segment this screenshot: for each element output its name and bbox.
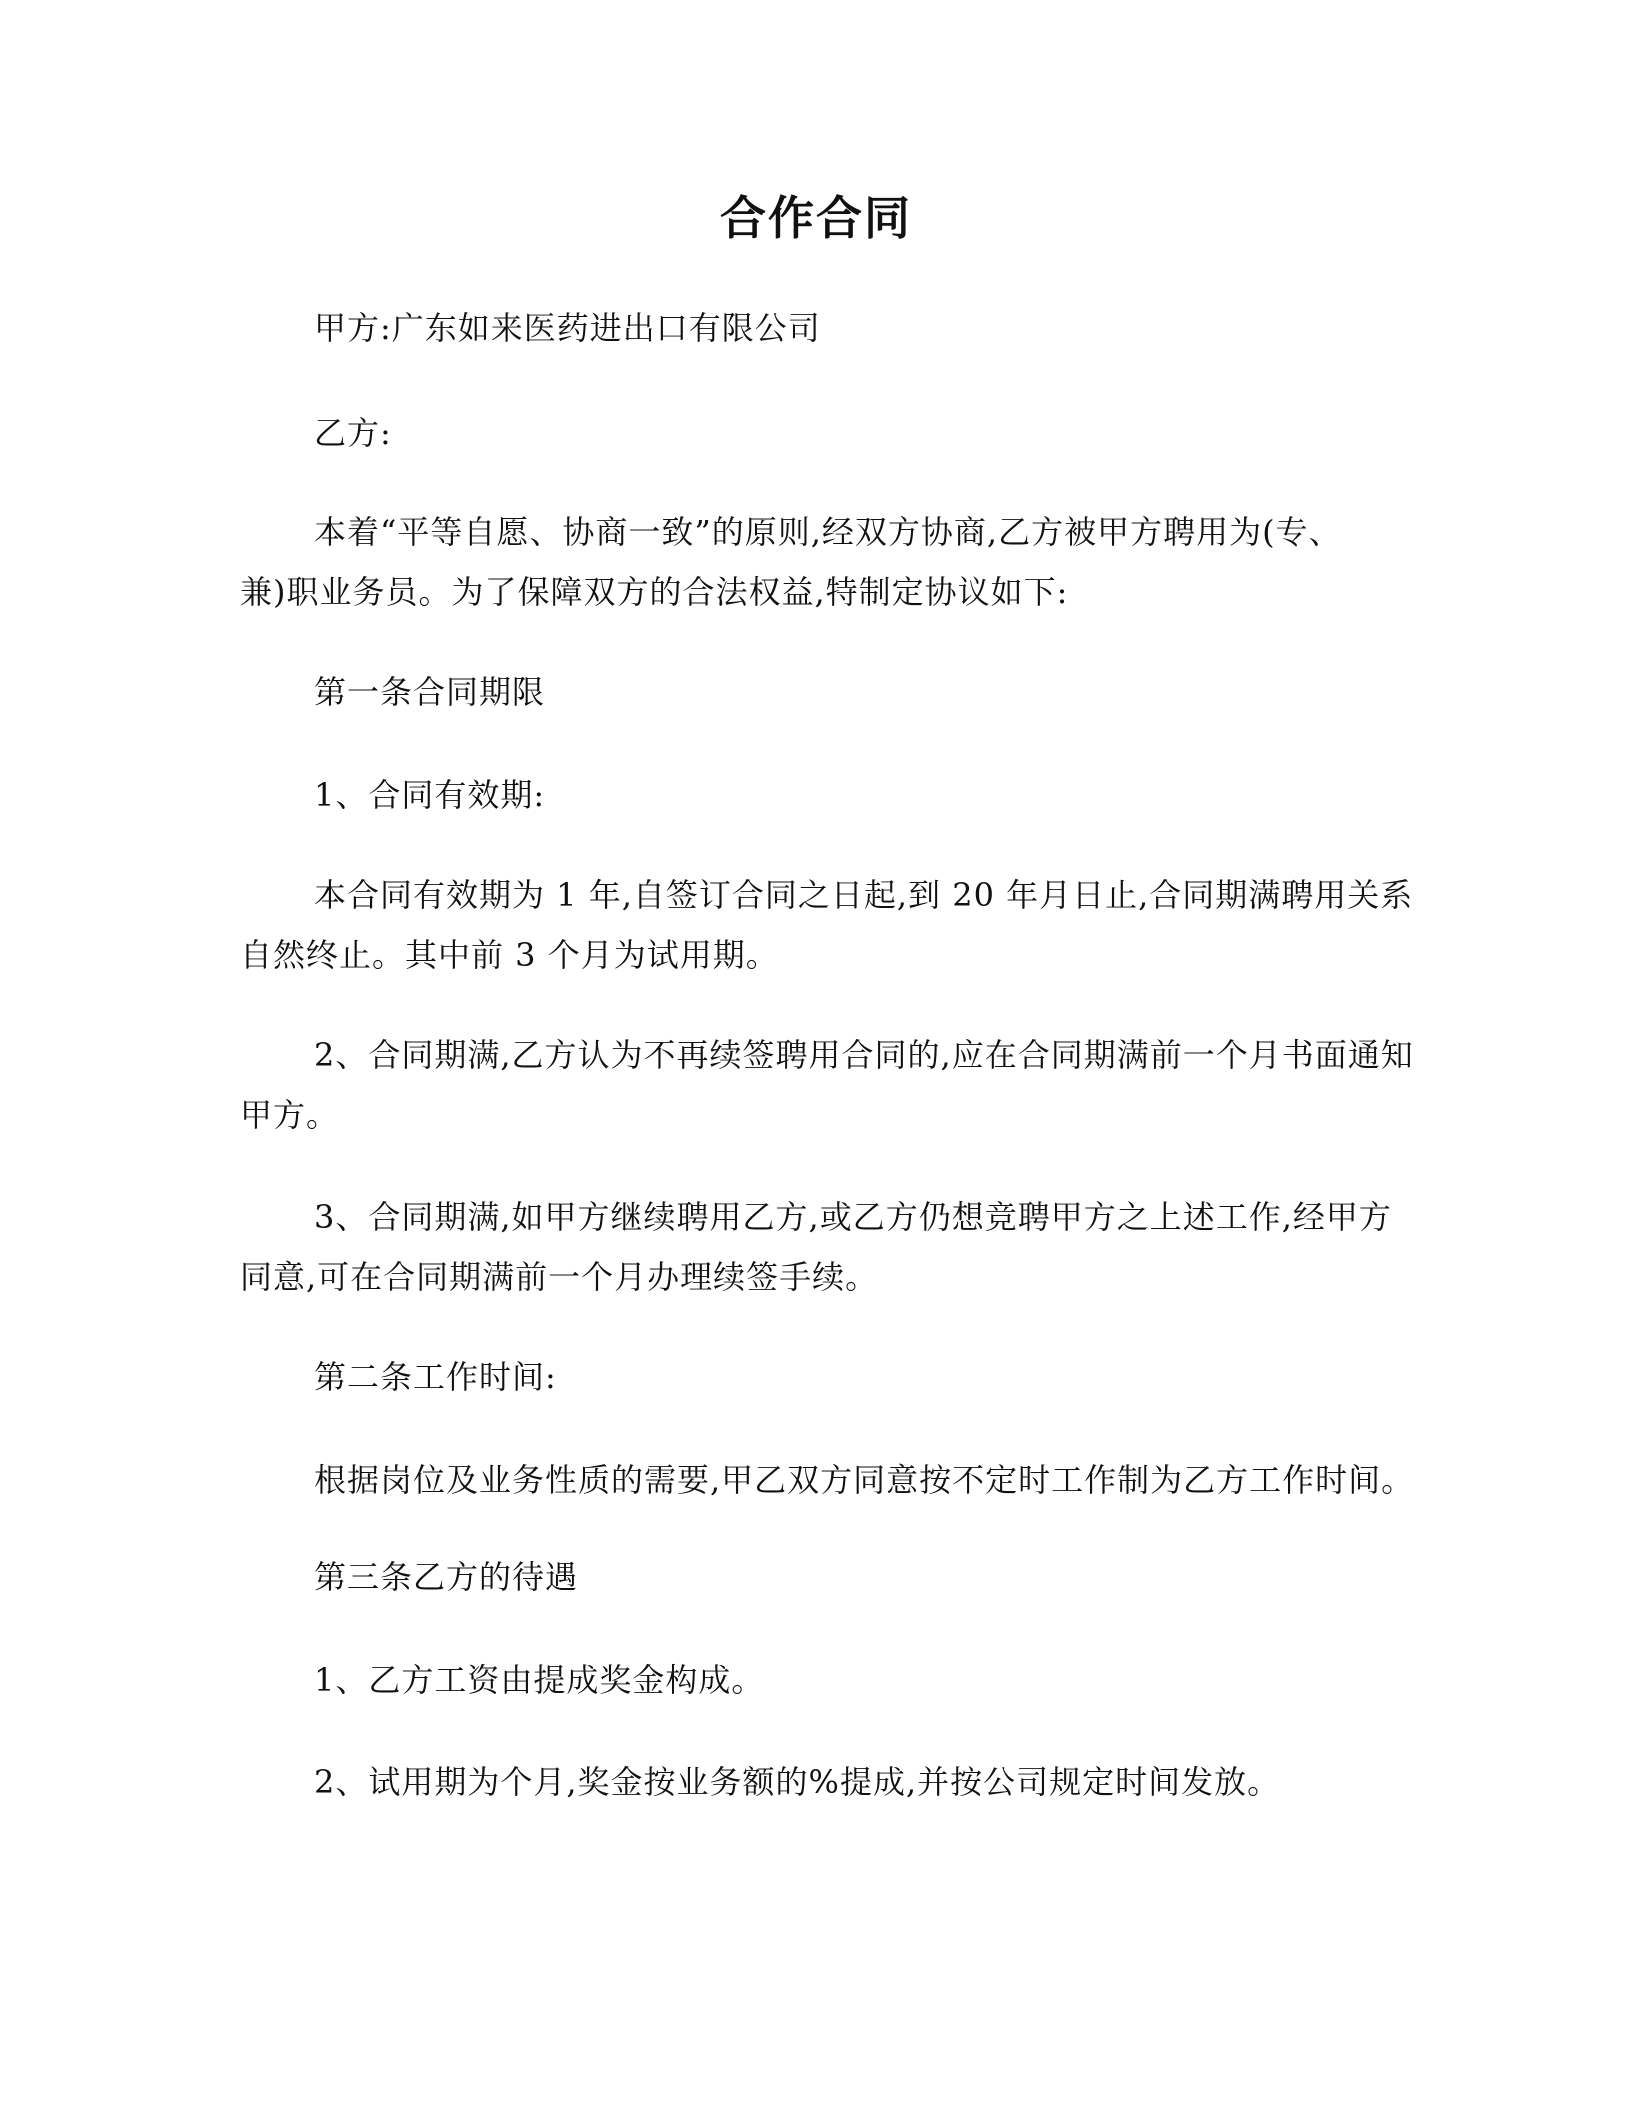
article-1-item-3-line-1: 3、合同期满,如甲方继续聘用乙方,或乙方仍想竞聘甲方之上述工作,经甲方 [314,1198,1392,1236]
article-1-item-1-heading: 1、合同有效期: [314,776,546,814]
article-2-body: 根据岗位及业务性质的需要,甲乙双方同意按不定时工作制为乙方工作时间。 [314,1461,1415,1499]
article-3-heading: 第三条乙方的待遇 [314,1558,579,1596]
article-1-item-2-line-2: 甲方。 [240,1096,340,1134]
article-1-item-1-line-1: 本合同有效期为 1 年,自签订合同之日起,到 20 年月日止,合同期满聘用关系 [314,876,1414,914]
article-3-item-2: 2、试用期为个月,奖金按业务额的%提成,并按公司规定时间发放。 [314,1763,1281,1801]
preamble-line-2: 兼)职业务员。为了保障双方的合法权益,特制定协议如下: [240,573,1069,611]
article-1-item-3-line-2: 同意,可在合同期满前一个月办理续签手续。 [240,1258,879,1296]
document-title: 合作合同 [720,191,912,245]
party-a-line: 甲方:广东如来医药进出口有限公司 [314,309,821,347]
article-3-item-1: 1、乙方工资由提成奖金构成。 [314,1661,765,1699]
article-1-item-2-line-1: 2、合同期满,乙方认为不再续签聘用合同的,应在合同期满前一个月书面通知 [314,1036,1414,1074]
party-b-line: 乙方: [314,414,392,452]
article-1-heading: 第一条合同期限 [314,673,546,711]
article-2-heading: 第二条工作时间: [314,1358,557,1396]
preamble-line-1: 本着“平等自愿、协商一致”的原则,经双方协商,乙方被甲方聘用为(专、 [314,513,1342,551]
article-1-item-1-line-2: 自然终止。其中前 3 个月为试用期。 [240,936,779,974]
